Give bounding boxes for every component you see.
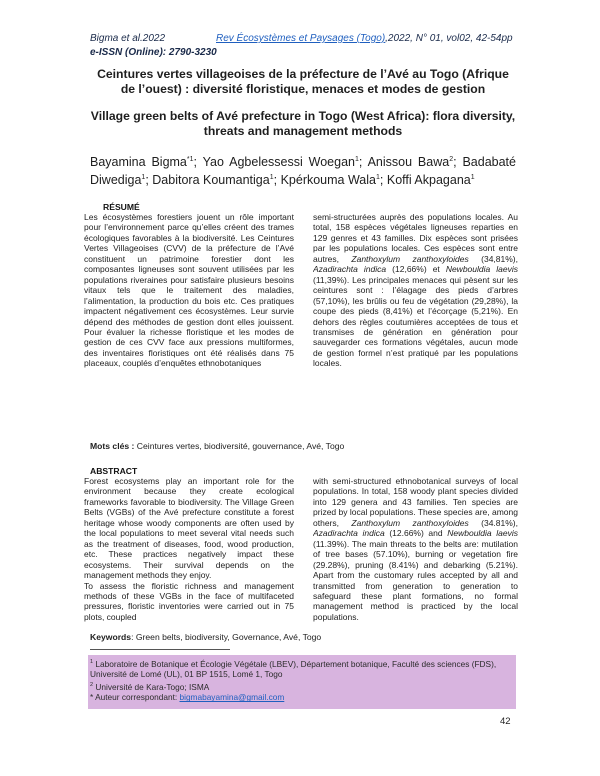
author: Badabaté Diwediga$^1$; <box>90 155 516 188</box>
author: Koffi Akpagana$^1$ <box>386 173 475 188</box>
abstract-keywords: Keywords: Green belts, biodiversity, Governance, Avé, Togo <box>90 632 322 642</box>
species-name: Azadirachta indica <box>313 528 385 539</box>
author: Dabitora Koumantiga$^1$; <box>152 173 281 188</box>
resume-heading: RÉSUMÉ <box>103 202 140 212</box>
title-english: Village green belts of Avé prefecture in Togo (West Africa): flora diversity, threats and management methods <box>90 109 516 138</box>
keywords-label: Mots clés : <box>90 441 135 451</box>
running-header-journal <box>216 33 513 44</box>
resume-column-right <box>313 212 518 436</box>
author: Anissou Bawa$^2$; <box>367 155 463 170</box>
keywords-label: Keywords <box>90 632 132 642</box>
footnote-affiliation-1: $^1$ Laboratoire de Botanique et Écologie Végétale (LBEV), Département botanique, Faculté des sciences (FDS), Université de Lomé (UL), 01 BP 1515, Lomé 1, Togo <box>90 658 497 680</box>
species-name: Zanthoxylum zanthoxyloides <box>351 517 469 528</box>
resume-keywords: Mots clés : Ceintures vertes, biodiversité, gouvernance, Avé, Togo <box>90 441 345 451</box>
abstract-column-left <box>84 476 294 632</box>
author: Bayamina Bigma$^{*1}$; <box>90 155 203 170</box>
page-number: 42 <box>500 716 511 727</box>
abstract-paragraph: Forest ecosystems play an important role for the environment because they create ecological frameworks favorable to biodiversity. The Village Green Belts (VGBs) of the Avé prefecture constitute a forest heritage whose woody components are often used by the local populations to meet several vital needs such as the treatment of diseases, food, wood production, etc. These practices negatively impact these ecosystems. Their survival depends on the management methods they enjoy. <box>84 476 294 581</box>
footnote-divider <box>90 649 230 650</box>
resume-paragraph-continued: semi-structurées auprès des populations locales. Au total, 158 espèces végétales ligneuses reparties en 129 genres et 43 familles. Dix espèces sont prisées par les populations locales. Ces espèces sont entre autres, Zanthoxylum zanthoxyloides (34,81%), Azadirachta indica (12,66%) et Newbouldia laevis (11,39%). Les principales menaces qui pèsent sur les ceintures sont : l’élagage des pieds d’arbres (57,10%), les brûlis ou feu de végétation (29,28%), la coupe des pieds (8,41%) et l’écorçage (5,21%). En dehors des règles coutumières acceptées de tous et transmises de génération en génération pour sauvegarder ces formations végétales, aucun mode de gestion formel n’est pratiqué par les populations locales. <box>313 212 518 369</box>
species-name: Newbouldia laevis <box>445 264 518 275</box>
title-french: Ceintures vertes villageoises de la préfecture de l’Avé au Togo (Afrique de l’ouest) : diversité floristique, menaces et modes de gestion <box>97 67 509 96</box>
species-name: Newbouldia laevis <box>447 528 518 539</box>
journal-citation: ,2022, N° 01, vol02, 42-54pp <box>385 33 513 44</box>
journal-link[interactable]: Rev Écosystèmes et Paysages (Togo) <box>216 33 386 44</box>
author: Kpérkouma Wala$^1$; <box>280 173 387 188</box>
species-name: Zanthoxylum zanthoxyloides <box>351 253 469 264</box>
abstract-heading: ABSTRACT <box>90 466 138 476</box>
footnotes-box <box>88 655 516 709</box>
running-header-authors: Bigma et al.2022 <box>90 33 166 44</box>
abstract-column-right <box>313 476 518 622</box>
issn-line: e-ISSN (Online): 2790-3230 <box>90 47 217 58</box>
resume-paragraph: Les écosystèmes forestiers jouent un rôle important pour l’environnement parce qu’elles créent des trames écologiques favorables à la biodiversité. Les Ceintures Vertes Villageoises (CVV) de la préfecture de l’Avé constituent un patrimoine forestier dont les composantes ligneuses sont souvent utilisées par les populations riveraines pour satisfaire plusieurs besoins vitaux tels que le traitement des maladies, l’alimentation, la production du bois etc. Ces pratiques impactent négativement ces écosystèmes. Leur survie dépend des méthodes de gestion dont elles jouissent. Pour évaluer la richesse floristique et les modes de gestion de ces CVV face aux pressions multiformes, des inventaires floristiques ont été réalisés dans 75 placeaux, couplés d’enquêtes ethnobotaniques <box>84 212 294 369</box>
footnote-affiliation-2: $^2$ Université de Kara-Togo; ISMA <box>90 681 210 692</box>
abstract-paragraph: To assess the floristic richness and management methods of these VGBs in the face of multifaceted pressures, floristic inventories were carried out in 75 plots, coupled <box>84 580 294 622</box>
author: Yao Agbelessessi Woegan$^1$; <box>202 155 368 170</box>
footnote-corresponding-author: * Auteur correspondant: bigmabayamina@gmail.com <box>90 692 285 703</box>
abstract-paragraph-continued: with semi-structured ethnobotanical surveys of local populations. In total, 158 woody plant species divided into 129 genera and 43 families. Ten species are prized by local populations. These species are, among others, Zanthoxylum zanthoxyloides (34.81%), Azadirachta indica (12.66%) and Newbouldia laevis (11.39%). The main threats to the belts are: mutilation of tree bases (57.10%), burning or vegetation fire (29.28%), pruning (8.41%) and debarking (5.21%). Apart from the customary rules accepted by all and transmitted from generation to generation to safeguard these plant formations, no formal management method is practiced by the local populations. <box>313 476 518 622</box>
author-list <box>90 152 516 188</box>
resume-column-left <box>84 212 294 436</box>
species-name: Azadirachta indica <box>313 264 387 275</box>
email-link[interactable]: bigmabayamina@gmail.com <box>179 692 285 703</box>
